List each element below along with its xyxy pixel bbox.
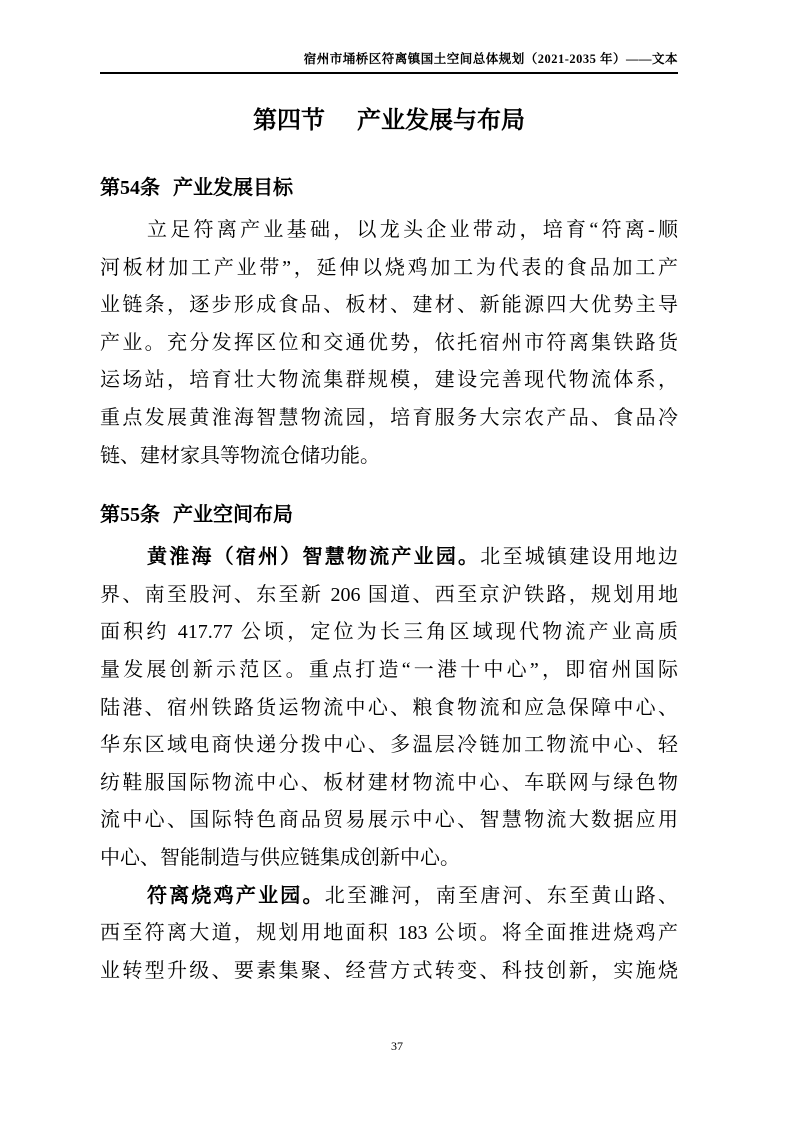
paragraph-lead: 黄淮海（宿州）智慧物流产业园。: [147, 546, 481, 569]
paragraph: [100, 539, 678, 877]
text-line: 面积约 417.77 公顷，定位为长三角区域现代物流产业高质: [100, 621, 678, 644]
text-line: 业转型升级、要素集聚、经营方式转变、科技创新，实施烧: [100, 959, 678, 982]
article-54: [100, 174, 678, 475]
text-line: 运场站，培育壮大物流集群规模，建设完善现代物流体系，: [100, 369, 678, 392]
text-line: 界、南至股河、东至新 206 国道、西至京沪铁路，规划用地: [100, 583, 678, 606]
text-line: 西至符离大道，规划用地面积 183 公顷。将全面推进烧鸡产: [100, 922, 678, 945]
paragraph: [100, 212, 678, 475]
text-line: 河板材加工产业带”，延伸以烧鸡加工为代表的食品加工产: [100, 256, 678, 279]
page-footer: [0, 1038, 794, 1054]
text-line: 重点发展黄淮海智慧物流园，培育服务大宗农产品、食品冷: [100, 406, 678, 429]
text-line: 链、建材家具等物流仓储功能。: [100, 444, 380, 467]
chapter-title: 第四节 产业发展与布局: [253, 108, 525, 134]
paragraph-lead: 符离烧鸡产业园。: [147, 884, 325, 907]
line-text: 北至城镇建设用地边: [480, 546, 679, 569]
text-line: 陆港、宿州铁路货运物流中心、粮食物流和应急保障中心、: [100, 696, 678, 719]
page-number: 37: [391, 1039, 403, 1053]
header-rule: [100, 72, 678, 74]
line-text: 北至濉河，南至唐河、东至黄山路、: [324, 884, 679, 907]
text-line: 中心、智能制造与供应链集成创新中心。: [100, 846, 460, 869]
text-line: 业链条，逐步形成食品、板材、建材、新能源四大优势主导: [100, 294, 678, 317]
text-line: 纺鞋服国际物流中心、板材建材物流中心、车联网与绿色物: [100, 771, 678, 794]
text-line: [100, 878, 678, 916]
article-54-heading: 第54条 产业发展目标: [100, 177, 293, 199]
text-line: 流中心、国际特色商品贸易展示中心、智慧物流大数据应用: [100, 809, 678, 832]
running-header: 宿州市埇桥区符离镇国土空间总体规划（2021-2035 年）——文本: [303, 52, 678, 66]
article-55-body: [100, 539, 678, 990]
page-content: [100, 0, 678, 990]
text-line: 产业。充分发挥区位和交通优势，依托宿州市符离集铁路货: [100, 331, 678, 354]
text-line: 华东区域电商快递分拨中心、多温层冷链加工物流中心、轻: [100, 734, 678, 757]
article-55: [100, 501, 678, 990]
text-line: 立足符离产业基础，以龙头企业带动，培育“符离-顺: [147, 219, 678, 241]
paragraph: [100, 878, 678, 991]
text-line: 量发展创新示范区。重点打造“一港十中心”，即宿州国际: [100, 658, 678, 681]
text-line: [100, 539, 678, 577]
article-54-body: [100, 212, 678, 475]
article-55-heading: 第55条 产业空间布局: [100, 504, 293, 527]
